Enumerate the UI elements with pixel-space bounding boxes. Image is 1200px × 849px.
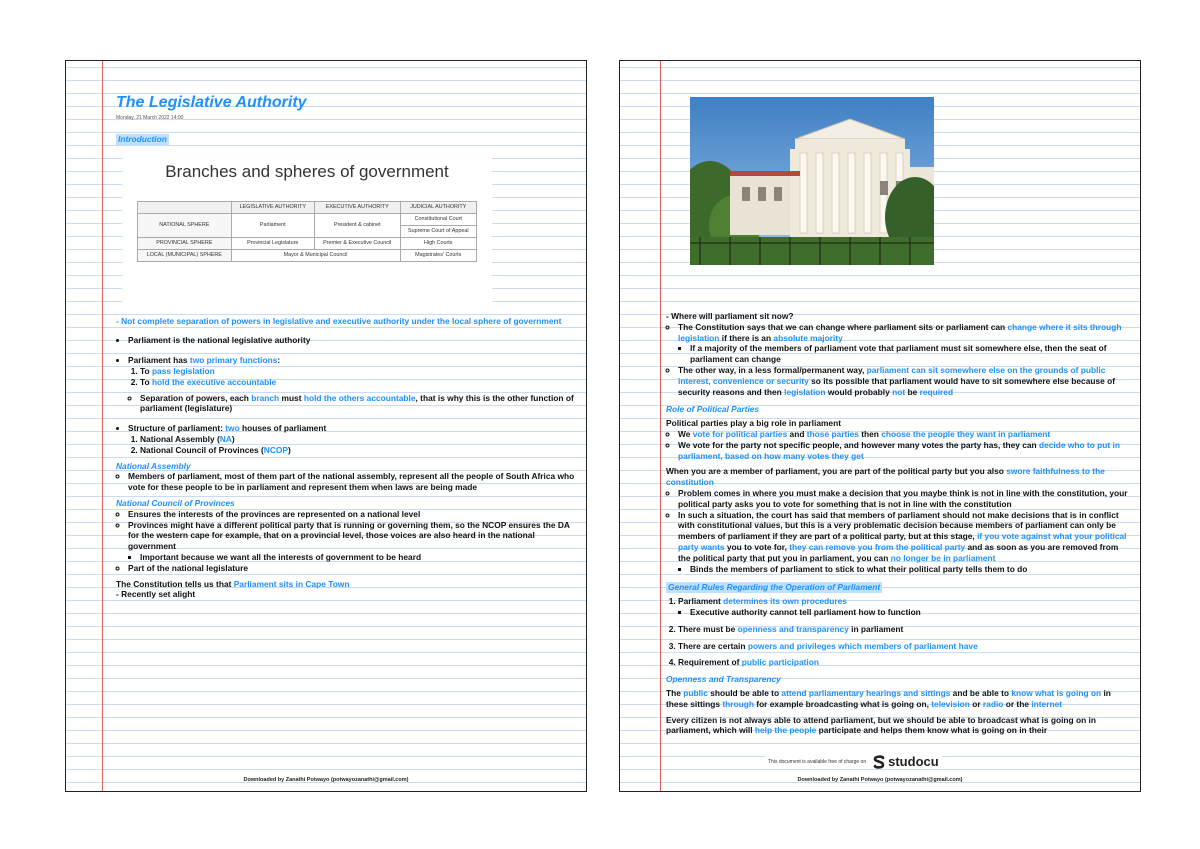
table-cell: Parliament (231, 213, 314, 237)
table-cell: High Courts (400, 237, 477, 249)
section-heading-ncop: National Council of Provinces (116, 497, 235, 508)
right-page-content (666, 311, 1132, 736)
table-row (138, 237, 477, 249)
sub-list (678, 343, 1132, 365)
section-heading-general-rules: General Rules Regarding the Operation of Parliament (668, 582, 881, 593)
sub-list (128, 552, 578, 563)
list-item: ◦ Members of parliament, most of them part of the national assembly, represent all the people of South Africa who vote for these people to be in parliament and represent them when laws are being made (128, 471, 578, 493)
embedded-slide (122, 157, 492, 307)
margin-line (660, 61, 661, 791)
margin-line (102, 61, 103, 791)
download-footer: Downloaded by Zanathi Potwayo (potwayozanathi@gmail.com) (797, 777, 963, 783)
list-item: ▪ Binds the members of parliament to stick to what their political party tells them to do (690, 564, 1132, 575)
table-cell: President & cabinet (314, 213, 400, 237)
question-line: - Where will parliament sit now? (666, 311, 794, 321)
list-item: 1. National Assembly (NA) (140, 434, 578, 445)
row-label: NATIONAL SPHERE (138, 213, 232, 237)
left-page (65, 60, 587, 792)
table-cell: Constitutional Court (400, 213, 477, 225)
bullet-list (666, 488, 1132, 574)
sub-list (128, 393, 578, 415)
list-item: 1. To pass legislation (140, 366, 578, 377)
list-item: ◦ The other way, in a less formal/permanent way, parliament can sit somewhere else on the grounds of public interest, convenience or security so its possible that parliament would have to sit somewhere else because of security reasons and then legislation would probably not be required (678, 365, 1132, 397)
bullet-list (116, 471, 578, 493)
studocu-logo[interactable] (872, 754, 939, 769)
table-cell: Supreme Court of Appeal (400, 225, 477, 237)
studocu-icon (872, 755, 886, 769)
list-item: ◦ Provinces might have a different political party that is running or governing them, so the NCOP ensures the DA for the western cape for example, that on a provincial level, those voices are also heard in the national government ▪ Important because we want all the interests of government to be heard (128, 520, 578, 563)
table-row (138, 249, 477, 261)
table-cell: Magistrates' Courts (400, 249, 477, 261)
list-item: ◦ We vote for political parties and those parties then choose the people they want in parliament (678, 429, 1132, 440)
list-item: ◦ Part of the national legislature (128, 563, 578, 574)
list-item: • Structure of parliament: two houses of parliament 1. National Assembly (NA) 2. National Council of Provinces (NCOP) (128, 423, 578, 455)
list-item: 4. Requirement of public participation (678, 657, 1132, 668)
paragraph: Political parties play a big role in parliament (666, 418, 841, 429)
list-item: ▪ If a majority of the members of parliament vote that parliament must sit somewhere else, then the seat of parliament can change (690, 343, 1132, 365)
row-label: PROVINCIAL SPHERE (138, 237, 232, 249)
page-date: Monday, 21 March 2022 14:00 (116, 115, 184, 121)
list-item: • Parliament is the national legislative authority (128, 335, 578, 346)
bullet-list (666, 322, 1132, 398)
parliament-building-image (690, 97, 934, 265)
sub-list (678, 607, 1132, 618)
section-heading-openness-transparency: Openness and Transparency (666, 674, 781, 685)
numbered-list (128, 434, 578, 456)
list-item: ▪ Executive authority cannot tell parliament how to function (690, 607, 1132, 618)
list-item: ◦ Separation of powers, each branch must hold the others accountable, that is why this is the other function of parliament (legislature) (140, 393, 578, 415)
table-header-cell: EXECUTIVE AUTHORITY (314, 201, 400, 213)
list-item: ◦ Ensures the interests of the provinces are represented on a national level (128, 509, 578, 520)
bullet-list (116, 355, 578, 414)
table-header-cell: JUDICIAL AUTHORITY (400, 201, 477, 213)
row-label: LOCAL (MUNICIPAL) SPHERE (138, 249, 232, 261)
table-header-cell (138, 201, 232, 213)
bullet-list (116, 335, 578, 346)
numbered-list (666, 596, 1132, 668)
paragraph: The public should be able to attend parliamentary hearings and sittings and be able to know what is going on in these sittings through for example broadcasting what is going on, television or radio or the internet (666, 687, 1111, 709)
slide-title: Branches and spheres of government (165, 161, 449, 181)
list-item: ◦ Problem comes in where you must make a decision that you maybe think is not in line with the constitution, your political party asks you to vote for something that is not in line with the constitution (678, 488, 1132, 510)
table-header-cell: LEGISLATIVE AUTHORITY (231, 201, 314, 213)
list-item: 3. There are certain powers and privileges which members of parliament have (678, 641, 1132, 652)
list-item: 1. Parliament determines its own procedures ▪ Executive authority cannot tell parliament how to function (678, 596, 1132, 618)
table-cell: Provincial Legislature (231, 237, 314, 249)
list-item: 2. There must be openness and transparency in parliament (678, 624, 1132, 635)
numbered-list (128, 366, 578, 388)
list-item: ◦ The Constitution says that we can change where parliament sits or parliament can change where it sits through legislation if there is an absolute majority ▪ If a majority of the members of parliament vote that parliament must sit somewhere else, then the seat of parliament can change (678, 322, 1132, 365)
left-page-content (116, 93, 578, 600)
government-table (137, 201, 477, 262)
parliament-location: The Constitution tells us that Parliament sits in Cape Town (116, 578, 350, 589)
list-item: ◦ We vote for the party not specific people, and however many votes the party has, they can decide who to put in parliament, based on how many votes they get (678, 440, 1132, 462)
table-row (138, 213, 477, 225)
studocu-note: This document is available free of charge on (768, 758, 867, 765)
paragraph: When you are a member of parliament, you are part of the political party but you also swore faithfulness to the constitution (666, 466, 1105, 488)
list-item: • Parliament has two primary functions: 1. To pass legislation 2. To hold the executive accountable ◦ Separation of powers, each branch must hold the others accountable, that is why this is the other function of parliament (legislature) (128, 355, 578, 414)
download-footer: Downloaded by Zanathi Potwayo (potwayozanathi@gmail.com) (243, 777, 409, 783)
parliament-building-photo (690, 97, 934, 265)
paragraph: Every citizen is not always able to attend parliament, but we should be able to broadcast what is going on in parliament, which will help the people participate and helps them know what is going on in their (666, 714, 1096, 736)
section-heading-introduction: Introduction (118, 133, 167, 144)
list-item: ▪ Important because we want all the interests of government to be heard (140, 552, 578, 563)
list-item: 2. To hold the executive accountable (140, 377, 578, 388)
bullet-list (116, 423, 578, 455)
studocu-brand: studocu (888, 754, 939, 769)
table-header-row (138, 201, 477, 213)
section-heading-role-of-political-parties: Role of Political Parties (666, 404, 760, 415)
list-item: ◦ In such a situation, the court has said that members of parliament should not make decisions that is in conflict with constitutional values, but this is a very problematic decision because members of parliament can only be members of parliament if they are part of a political party, but at this stage, if you vote against what your political party wants you to vote for, they can remove you from the political party and as soon as you are removed from the political party that put you in parliament, you can no longer be in parliament ▪ Binds the members of parliament to stick to what their political party tells them to do (678, 510, 1132, 575)
note-fire: - Recently set alight (116, 589, 196, 600)
bullet-list (666, 429, 1132, 461)
page-title: The Legislative Authority (116, 94, 307, 111)
section-heading-national-assembly: National Assembly (116, 460, 191, 471)
table-cell: Premier & Executive Council (314, 237, 400, 249)
note-local-sphere: - Not complete separation of powers in legislative and executive authority under the local sphere of government (116, 315, 562, 326)
list-item: 2. National Council of Provinces (NCOP) (140, 445, 578, 456)
sub-list (678, 564, 1132, 575)
table-cell: Mayor & Municipal Council (231, 249, 400, 261)
bullet-list (116, 509, 578, 574)
studocu-banner (765, 754, 942, 769)
right-page (619, 60, 1141, 792)
